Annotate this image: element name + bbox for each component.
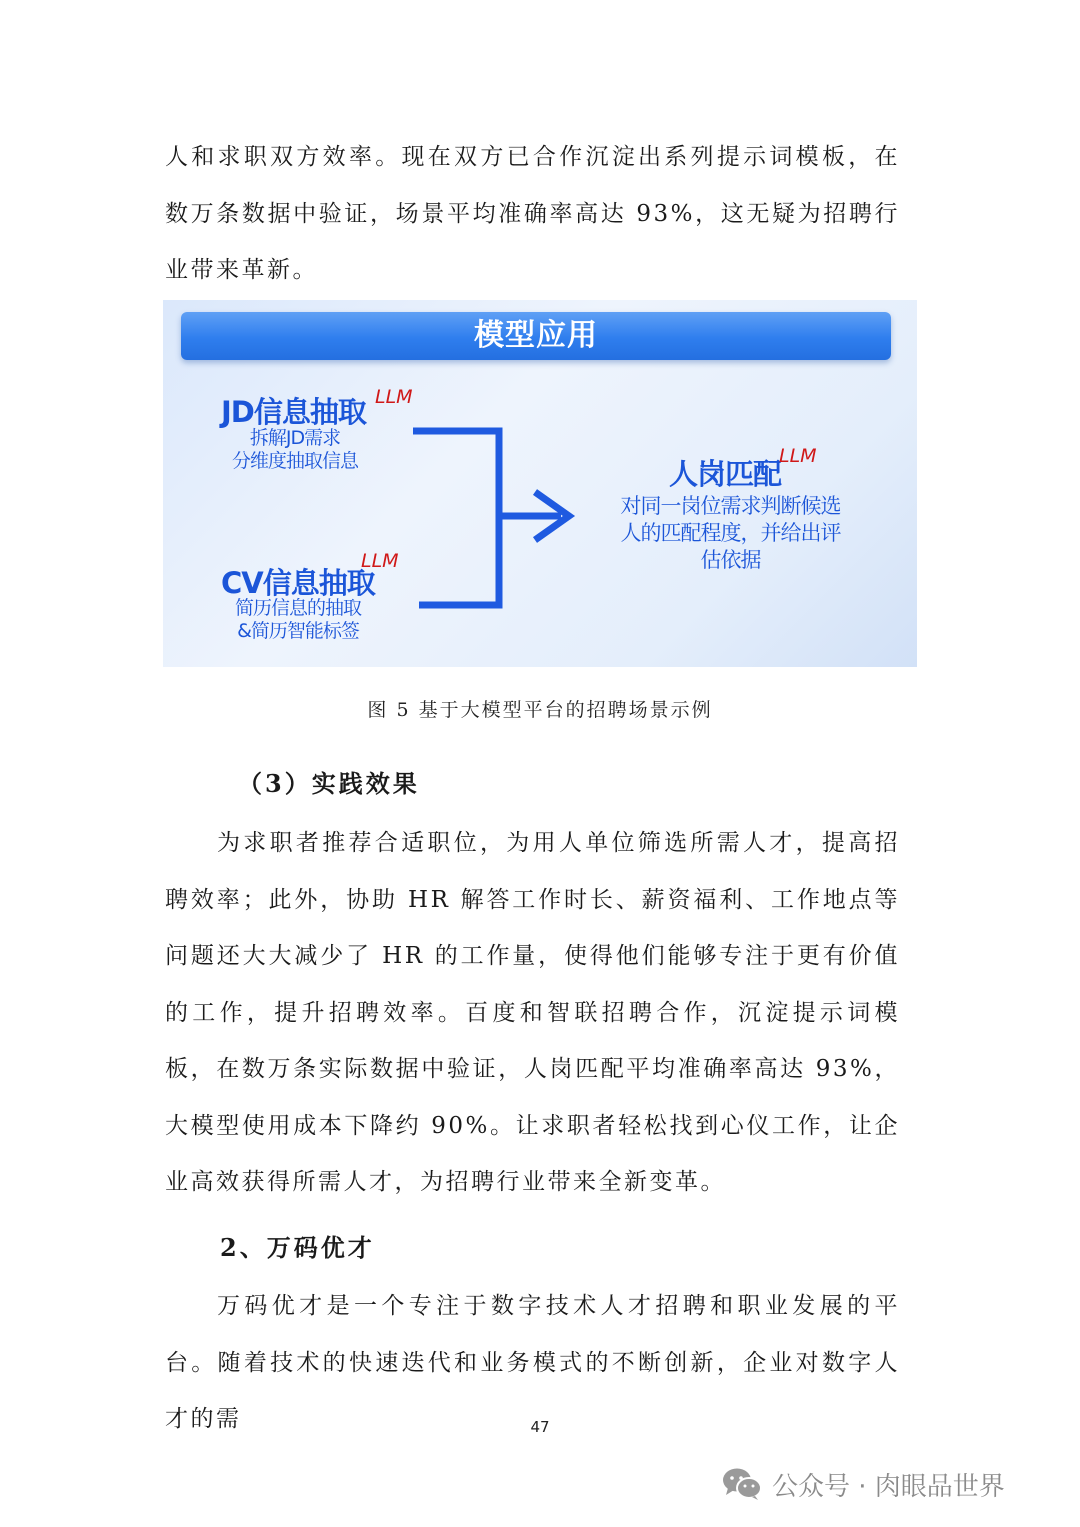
jd-desc-line: 分维度抽取信息 xyxy=(231,450,358,472)
jd-extraction-desc xyxy=(215,427,375,473)
figure-caption: 图 5 基于大模型平台的招聘场景示例 xyxy=(367,699,713,721)
section-heading-practice-effect: （3）实践效果 xyxy=(238,769,420,798)
matching-desc-line: 估依据 xyxy=(700,548,761,572)
job-matching-title: 人岗匹配 xyxy=(669,457,782,491)
body-paragraph: 为求职者推荐合适职位，为用人单位筛选所需人才，提高招聘效率；此外，协助 HR 解答工作时长、薪资福利、工作地点等问题还大大减少了 HR 的工作量，使得他们能够专注于更有价值的工作，提升招聘效率。百度和智联招聘合作，沉淀提示词模板，在数万条实际数据中验证，人岗匹配平均准确率高达 93%，大模型使用成本下降约 90%。让求职者轻松找到心仪工作，让企业高效获得所需人才，为招聘行业带来全新变革。 xyxy=(165,830,900,1195)
jd-desc-line: 拆解JD需求 xyxy=(249,427,341,449)
bracket-line xyxy=(413,431,499,605)
cv-desc-line: 简历信息的抽取 xyxy=(234,597,361,619)
matching-llm-tag: LLM xyxy=(779,445,817,467)
cv-llm-tag: LLM xyxy=(361,550,399,572)
body-paragraph: 人和求职双方效率。现在双方已合作沉淀出系列提示词模板，在数万条数据中验证，场景平均准确率高达 93%，这无疑为招聘行业带来革新。 xyxy=(165,144,900,283)
cv-extraction-title: CV信息抽取 xyxy=(221,566,375,600)
body-paragraph: 万码优才是一个专注于数字技术人才招聘和职业发展的平台。随着技术的快速迭代和业务模式的不断创新，企业对数字人才的需 xyxy=(165,1293,900,1432)
wechat-icon xyxy=(722,1467,762,1501)
watermark xyxy=(722,1462,1005,1506)
cv-extraction-desc xyxy=(218,597,378,643)
jd-llm-tag: LLM xyxy=(375,386,413,408)
job-matching-desc xyxy=(603,493,858,574)
figure-banner: 模型应用 xyxy=(181,312,891,360)
section-heading-wanma-youcai: 2、万码优才 xyxy=(220,1233,375,1262)
matching-desc-line: 人的匹配程度，并给出评 xyxy=(620,521,841,545)
matching-desc-line: 对同一岗位需求判断候选 xyxy=(620,494,841,518)
jd-extraction-title: JD信息抽取 xyxy=(221,395,366,429)
recruitment-model-figure xyxy=(163,300,917,667)
cv-desc-line: &简历智能标签 xyxy=(237,620,359,642)
page-number: 47 xyxy=(530,1418,550,1436)
watermark-text: 公众号 · 肉眼品世界 xyxy=(772,1471,1005,1502)
